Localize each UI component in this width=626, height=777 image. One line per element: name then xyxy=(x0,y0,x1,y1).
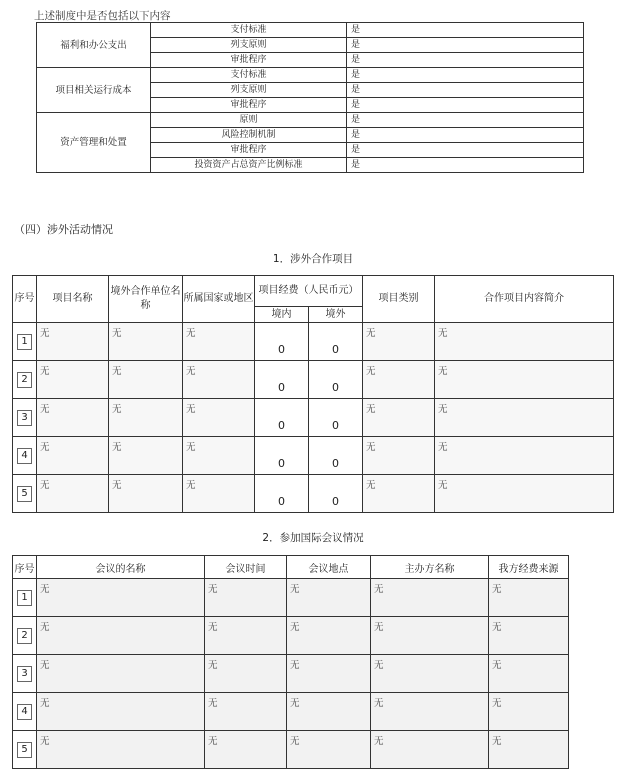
category-cell: 福利和办公支出 xyxy=(37,23,151,68)
table-row xyxy=(13,579,569,617)
partner-cell-text: 无 xyxy=(112,442,122,453)
funding-cell xyxy=(489,579,569,617)
summary-cell-text: 无 xyxy=(438,442,448,453)
header-conference-name: 会议的名称 xyxy=(37,556,205,579)
summary-cell-text: 无 xyxy=(438,404,448,415)
place-cell xyxy=(287,731,371,769)
time-cell-text: 无 xyxy=(208,584,218,595)
type-cell xyxy=(363,399,435,437)
header-domestic: 境内 xyxy=(255,307,309,323)
place-cell xyxy=(287,655,371,693)
item-cell: 支付标准 xyxy=(151,23,347,38)
time-cell-text: 无 xyxy=(208,622,218,633)
project-name-cell-text: 无 xyxy=(40,328,50,339)
time-cell xyxy=(205,579,287,617)
item-cell: 原则 xyxy=(151,113,347,128)
summary-cell-text: 无 xyxy=(438,366,448,377)
funding-cell xyxy=(489,731,569,769)
value-cell: 是 xyxy=(347,128,584,143)
project-name-cell xyxy=(37,361,109,399)
item-cell: 审批程序 xyxy=(151,53,347,68)
table-row xyxy=(13,475,614,513)
summary-cell xyxy=(435,437,614,475)
overseas-funds-cell-text: 0 xyxy=(332,419,339,432)
partner-cell-text: 无 xyxy=(112,480,122,491)
overseas-funds-cell-text: 0 xyxy=(332,381,339,394)
time-cell xyxy=(205,617,287,655)
partner-cell-text: 无 xyxy=(112,328,122,339)
seq-cell xyxy=(13,655,37,693)
conference-name-cell-text: 无 xyxy=(40,736,50,747)
type-cell xyxy=(363,323,435,361)
funding-cell-text: 无 xyxy=(492,736,502,747)
host-cell-text: 无 xyxy=(374,698,384,709)
seq-cell xyxy=(13,437,37,475)
summary-cell-text: 无 xyxy=(438,480,448,491)
seq-cell-text: 4 xyxy=(17,704,31,720)
seq-cell xyxy=(13,361,37,399)
overseas-funds-cell xyxy=(309,361,363,399)
header-funding: 我方经费来源 xyxy=(489,556,569,579)
conference-name-cell-text: 无 xyxy=(40,622,50,633)
summary-cell xyxy=(435,399,614,437)
header-partner: 境外合作单位名称 xyxy=(109,276,183,323)
partner-cell xyxy=(109,437,183,475)
header-project-name: 项目名称 xyxy=(37,276,109,323)
time-cell xyxy=(205,655,287,693)
place-cell-text: 无 xyxy=(290,622,300,633)
type-cell-text: 无 xyxy=(366,366,376,377)
overseas-funds-cell-text: 0 xyxy=(332,495,339,508)
item-cell: 支付标准 xyxy=(151,68,347,83)
country-cell-text: 无 xyxy=(186,328,196,339)
summary-cell xyxy=(435,475,614,513)
place-cell xyxy=(287,579,371,617)
category-cell: 项目相关运行成本 xyxy=(37,68,151,113)
seq-cell-text: 1 xyxy=(17,334,31,350)
value-cell: 是 xyxy=(347,113,584,128)
item-cell: 审批程序 xyxy=(151,143,347,158)
partner-cell xyxy=(109,323,183,361)
domestic-funds-cell xyxy=(255,323,309,361)
country-cell-text: 无 xyxy=(186,480,196,491)
host-cell xyxy=(371,693,489,731)
seq-cell xyxy=(13,399,37,437)
project-name-cell xyxy=(37,437,109,475)
country-cell-text: 无 xyxy=(186,442,196,453)
funding-cell xyxy=(489,693,569,731)
project-name-cell xyxy=(37,323,109,361)
value-cell: 是 xyxy=(347,23,584,38)
domestic-funds-cell xyxy=(255,399,309,437)
seq-cell xyxy=(13,693,37,731)
seq-cell-text: 3 xyxy=(17,410,31,426)
item-cell: 投资资产占总资产比例标准 xyxy=(151,158,347,173)
country-cell-text: 无 xyxy=(186,404,196,415)
host-cell xyxy=(371,617,489,655)
policy-content-table xyxy=(36,22,584,173)
table-row xyxy=(13,361,614,399)
partner-cell xyxy=(109,399,183,437)
seq-cell-text: 4 xyxy=(17,448,31,464)
domestic-funds-cell-text: 0 xyxy=(278,343,285,356)
conference-name-cell-text: 无 xyxy=(40,584,50,595)
project-name-cell xyxy=(37,475,109,513)
conferences-title: 2．参加国际会议情况 xyxy=(262,532,364,544)
host-cell-text: 无 xyxy=(374,660,384,671)
country-cell xyxy=(183,437,255,475)
country-cell-text: 无 xyxy=(186,366,196,377)
overseas-funds-cell xyxy=(309,323,363,361)
cooperation-title: 1．涉外合作项目 xyxy=(272,253,354,265)
time-cell xyxy=(205,693,287,731)
overseas-funds-cell-text: 0 xyxy=(332,457,339,470)
overseas-funds-cell-text: 0 xyxy=(332,343,339,356)
table-row xyxy=(13,399,614,437)
domestic-funds-cell-text: 0 xyxy=(278,381,285,394)
partner-cell xyxy=(109,475,183,513)
time-cell xyxy=(205,731,287,769)
section-title: （四）涉外活动情况 xyxy=(14,223,113,236)
type-cell-text: 无 xyxy=(366,328,376,339)
type-cell xyxy=(363,475,435,513)
seq-cell-text: 5 xyxy=(17,742,31,758)
summary-cell-text: 无 xyxy=(438,328,448,339)
item-cell: 列支原则 xyxy=(151,38,347,53)
intro-text: 上述制度中是否包括以下内容 xyxy=(34,10,171,22)
summary-cell xyxy=(435,361,614,399)
type-cell-text: 无 xyxy=(366,442,376,453)
value-cell: 是 xyxy=(347,98,584,113)
value-cell: 是 xyxy=(347,158,584,173)
host-cell-text: 无 xyxy=(374,622,384,633)
item-cell: 列支原则 xyxy=(151,83,347,98)
overseas-funds-cell xyxy=(309,475,363,513)
domestic-funds-cell-text: 0 xyxy=(278,419,285,432)
table-row xyxy=(13,437,614,475)
value-cell: 是 xyxy=(347,68,584,83)
header-funds: 项目经费（人民币元） xyxy=(255,276,363,307)
time-cell-text: 无 xyxy=(208,736,218,747)
country-cell xyxy=(183,475,255,513)
conference-name-cell xyxy=(37,579,205,617)
table-row xyxy=(37,23,584,38)
table-row xyxy=(13,693,569,731)
type-cell-text: 无 xyxy=(366,480,376,491)
partner-cell xyxy=(109,361,183,399)
host-cell xyxy=(371,655,489,693)
type-cell-text: 无 xyxy=(366,404,376,415)
table-row xyxy=(13,655,569,693)
funding-cell-text: 无 xyxy=(492,698,502,709)
type-cell xyxy=(363,361,435,399)
country-cell xyxy=(183,323,255,361)
place-cell-text: 无 xyxy=(290,698,300,709)
seq-cell xyxy=(13,617,37,655)
seq-cell-text: 3 xyxy=(17,666,31,682)
item-cell: 审批程序 xyxy=(151,98,347,113)
place-cell-text: 无 xyxy=(290,736,300,747)
header-summary: 合作项目内容简介 xyxy=(435,276,614,323)
header-time: 会议时间 xyxy=(205,556,287,579)
header-place: 会议地点 xyxy=(287,556,371,579)
domestic-funds-cell xyxy=(255,361,309,399)
conferences-table xyxy=(12,555,569,769)
seq-cell xyxy=(13,731,37,769)
host-cell-text: 无 xyxy=(374,584,384,595)
conference-name-cell xyxy=(37,617,205,655)
seq-cell xyxy=(13,579,37,617)
type-cell xyxy=(363,437,435,475)
host-cell xyxy=(371,579,489,617)
table-row xyxy=(37,113,584,128)
table-row xyxy=(13,731,569,769)
seq-cell-text: 2 xyxy=(17,372,31,388)
conference-name-cell xyxy=(37,693,205,731)
cooperation-table xyxy=(12,275,614,513)
seq-cell-text: 2 xyxy=(17,628,31,644)
country-cell xyxy=(183,399,255,437)
project-name-cell-text: 无 xyxy=(40,404,50,415)
seq-cell-text: 1 xyxy=(17,590,31,606)
project-name-cell xyxy=(37,399,109,437)
seq-cell xyxy=(13,475,37,513)
domestic-funds-cell-text: 0 xyxy=(278,457,285,470)
time-cell-text: 无 xyxy=(208,698,218,709)
category-cell: 资产管理和处置 xyxy=(37,113,151,173)
partner-cell-text: 无 xyxy=(112,404,122,415)
domestic-funds-cell xyxy=(255,437,309,475)
funding-cell-text: 无 xyxy=(492,584,502,595)
summary-cell xyxy=(435,323,614,361)
value-cell: 是 xyxy=(347,143,584,158)
partner-cell-text: 无 xyxy=(112,366,122,377)
conference-name-cell-text: 无 xyxy=(40,660,50,671)
table-row xyxy=(13,323,614,361)
place-cell xyxy=(287,693,371,731)
domestic-funds-cell xyxy=(255,475,309,513)
overseas-funds-cell xyxy=(309,399,363,437)
conference-name-cell xyxy=(37,655,205,693)
time-cell-text: 无 xyxy=(208,660,218,671)
seq-cell-text: 5 xyxy=(17,486,31,502)
funding-cell-text: 无 xyxy=(492,660,502,671)
header-seq: 序号 xyxy=(13,556,37,579)
project-name-cell-text: 无 xyxy=(40,480,50,491)
place-cell-text: 无 xyxy=(290,584,300,595)
place-cell xyxy=(287,617,371,655)
funding-cell xyxy=(489,617,569,655)
header-overseas: 境外 xyxy=(309,307,363,323)
funding-cell-text: 无 xyxy=(492,622,502,633)
value-cell: 是 xyxy=(347,53,584,68)
country-cell xyxy=(183,361,255,399)
project-name-cell-text: 无 xyxy=(40,442,50,453)
item-cell: 风险控制机制 xyxy=(151,128,347,143)
seq-cell xyxy=(13,323,37,361)
conference-name-cell xyxy=(37,731,205,769)
header-seq: 序号 xyxy=(13,276,37,323)
funding-cell xyxy=(489,655,569,693)
value-cell: 是 xyxy=(347,83,584,98)
header-type: 项目类别 xyxy=(363,276,435,323)
place-cell-text: 无 xyxy=(290,660,300,671)
project-name-cell-text: 无 xyxy=(40,366,50,377)
conference-name-cell-text: 无 xyxy=(40,698,50,709)
value-cell: 是 xyxy=(347,38,584,53)
table-row xyxy=(13,617,569,655)
table-row xyxy=(37,68,584,83)
host-cell-text: 无 xyxy=(374,736,384,747)
host-cell xyxy=(371,731,489,769)
overseas-funds-cell xyxy=(309,437,363,475)
header-country: 所属国家或地区 xyxy=(183,276,255,323)
header-host: 主办方名称 xyxy=(371,556,489,579)
domestic-funds-cell-text: 0 xyxy=(278,495,285,508)
